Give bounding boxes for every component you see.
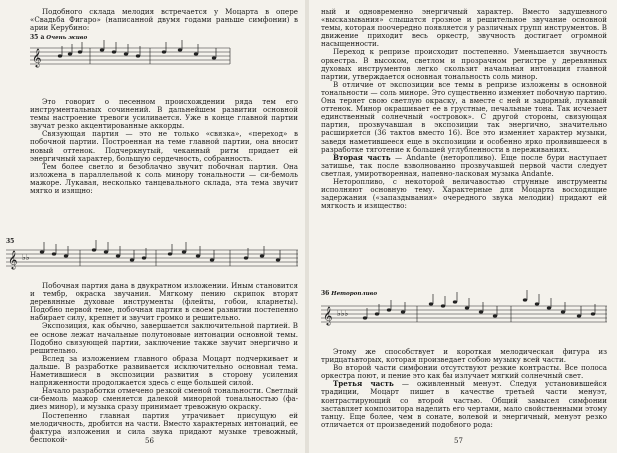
paragraph: Во второй части симфонии отсутствуют резкие контрасты. Все полоса оркестра поют, и пение это как бы излучает мягкий солнечный свет. xyxy=(321,363,607,381)
music-example-35 xyxy=(6,238,298,272)
paragraph: Связующая партия — это не только «связка», «переход» в побочной партии. Построенная на теме главной партии, она вносит новый оттенок. Подчеркнутый, чеканный ритм придает ей энергичный характер, большую сердечность, собранность. xyxy=(30,129,298,163)
left-column-bottom xyxy=(30,282,298,444)
tempo-marking: Неторопливо xyxy=(331,291,378,297)
left-column-top xyxy=(30,8,298,32)
paragraph: Неторопливо, с некоторой величавостью струнные инструменты исполняют основную тему. Характерные для Моцарта восходящие задержания («запаздывания» очередного звука мелодии) придают ей мягкость и изящество: xyxy=(321,176,607,211)
paragraph: Начало разработки отмечено резкой сменой тональности. Светлый си-бемоль мажор сменяется далекой минорной тональностью (фа-диез минор), и музыка сразу принимает тревожную окраску. xyxy=(30,386,298,412)
right-column-bottom xyxy=(321,348,607,429)
page-number: 56 xyxy=(145,437,154,445)
section-three-paragraph xyxy=(321,380,607,429)
music-example-35a xyxy=(30,34,298,68)
section-three-text: — оживленный менуэт. Следуя установившейся традиции, Моцарт пишет в качестве третьей части менуэт, контрастирующий со второй частью. Общий замысел симфонии заставляет композитора наделить его чертами, мало свойственными этому танцу. Еще более, чем в сонате, волевой и энергичный, менуэт резко отличается от произведений подобного рода: xyxy=(321,379,607,429)
paragraph: Экспозиция, как обычно, завершается заключительной партией. В ее основе лежат начальные полутоновые интонации основной темы. Подобно связующей партии, заключение также звучит энергично и решительно. xyxy=(30,321,298,355)
left-column-middle xyxy=(30,98,298,195)
svg-text:𝄞: 𝄞 xyxy=(323,306,333,325)
section-two-title: Вторая часть xyxy=(333,152,391,162)
paragraph: Этому же способствует и короткая мелодическая фигура из тридцатьвторых, которая произведает собою музыку всей части. xyxy=(321,347,607,365)
paragraph: Вслед за изложением главного образа Моцарт подчеркивает и дальше. В разработке развивается исключительно основная тема. Наметившиеся в экспозиции развития в сторону усиления напряженности продолжается здесь с еще большей силой. xyxy=(30,353,298,388)
right-column-top xyxy=(321,8,607,210)
staff-notation xyxy=(321,290,607,338)
section-two-text: — Andante (неторопливо). Еще после бури наступает затишье, так после взволнованно прозвучавшей первой части следует светлая, умиротворенная, напевно-ласковая музыка Andante. xyxy=(321,152,607,178)
svg-text:♭♭♭: ♭♭♭ xyxy=(337,309,349,318)
section-two-paragraph xyxy=(321,154,607,178)
paragraph: В отличие от экспозиции все темы в репризе изложены в основной тональности — соль миноре. Это существенно изменяет побочную партию. Она теряет свою светлую окраску, а вместе с ней и задорный, лукавый оттенок. Минор окрашивает ее в грустные, печальные тона. Так исчезает единственный солнечный «островок». С другой стороны, связующая партия, прозвучавшая в экспозиции так энергично, значительно расширяется (36 тактов вместо 16). Все это изменяет характер музыки, заведя наметившееся еще в экспозиции и особенно ярко проявившееся в разработке тяготение к большей углубленности в переживаниях. xyxy=(321,79,607,154)
example-number: 36 xyxy=(321,290,330,297)
page-number: 57 xyxy=(454,437,463,445)
section-three-title: Третья часть xyxy=(333,379,394,389)
example-number: 35 xyxy=(6,238,15,245)
right-page xyxy=(309,0,617,453)
music-example-36 xyxy=(321,290,607,338)
svg-text:𝄞: 𝄞 xyxy=(8,250,18,269)
paragraph: ный и одновременно энергичный характер. Вместо задушевного «высказывания» слышатся грозное и решительное звучание основной темы, которая поочередно появляется у различных групп инструментов. В движение приходит весь оркестр, звучность достигает огромной насыщенности. xyxy=(321,7,607,49)
left-page xyxy=(0,0,306,453)
intro-paragraph: Подобного склада мелодия встречается у Моцарта в опере «Свадьба Фигаро» (написанной двумя годами раньше симфонии) в арии Керубино: xyxy=(30,7,298,33)
paragraph: Побочная партия дана в двукратном изложении. Иным становится и тембр, окраска звучания. Мягкому пению скрипок вторят деревянные духовые инструменты (флейты, гобои, кларнеты). Подобно первой теме, побочная партия в своем развитии постепенно набирает силу, крепнет и звучит громко и решительно. xyxy=(30,281,298,323)
svg-text:𝄞: 𝄞 xyxy=(32,48,42,67)
paragraph: Переход к репризе происходит постепенно. Уменьшается звучность оркестра. В высоком, светлом и прозрачном регистре у деревянных духовых инструментов легко скользит начальная интонация главной партии, утверждается основная тональность соль минор. xyxy=(321,47,607,81)
staff-notation xyxy=(6,238,298,272)
svg-text:♭♭: ♭♭ xyxy=(22,253,30,262)
paragraph: Постепенно главная партия утрачивает присущую ей мелодичность, дробится на части. Вместо характерных интонаций, ее фактура изложения и сила звука придают музыке тревожный, беспокой- xyxy=(30,410,298,444)
paragraph: Тем более светло и безоблачно звучит побочная партия. Она изложена в параллельной к соль минору тональности — си-бемоль мажоре. Лукавая, несколько танцевального склада, эта тема звучит мягко и изящно: xyxy=(30,161,298,196)
example-number: 35 а xyxy=(30,34,45,41)
tempo-marking: Очень живо xyxy=(46,35,88,41)
paragraph: Это говорит о песенном происхождении ряда тем его инструментальных сочинений. В дальнейшем развитии основной темы настроение тревоги усиливается. Уже в конце главной партии звучат резко акцентированные аккорды. xyxy=(30,97,298,131)
